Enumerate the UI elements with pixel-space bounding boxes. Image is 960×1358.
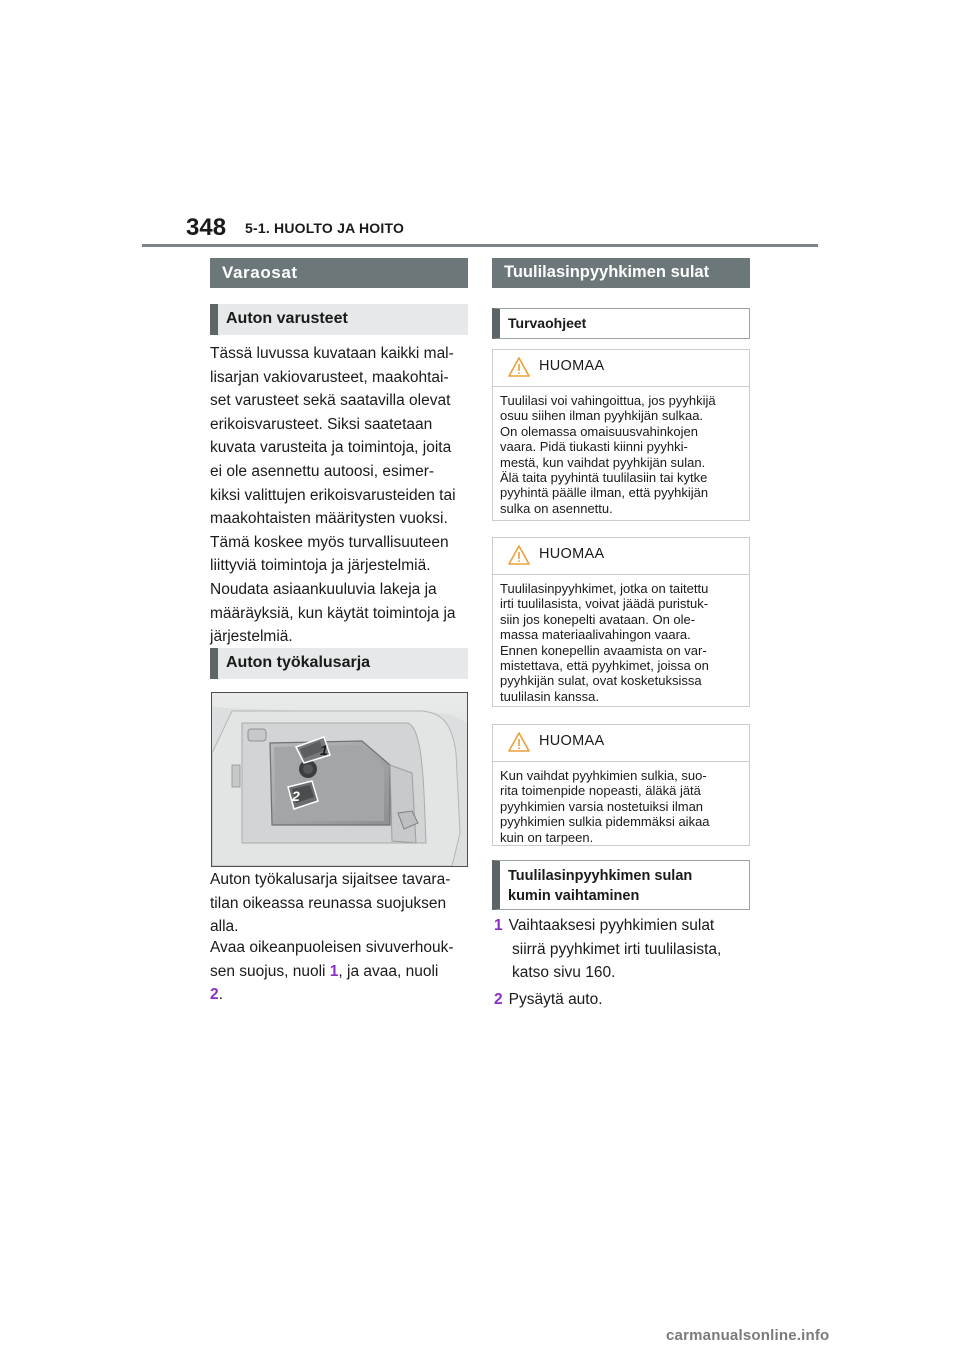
subsection-title-auton-varusteet: Auton varusteet	[210, 304, 468, 335]
text-fragment: sen suojus, nuoli	[210, 962, 330, 980]
arrow-number-1: 1	[329, 962, 339, 980]
warning-triangle-icon	[507, 356, 531, 378]
text-line: Tämä koskee myös turvallisuuteen	[210, 533, 449, 551]
paragraph-open-cover	[210, 936, 472, 1007]
step-number: 1	[494, 917, 503, 934]
trunk-illustration	[212, 693, 467, 866]
warning-text: Tuulilasi voi vahingoittua, jos pyyhkijä osuu siihen ilman pyyhkijän sulkaa. On olemassa omaisuusvahinkojen vaara. Pidä tiukasti kiinni pyyhki- mestä, kun vaihdat pyyhkijän sulan. Älä taita pyyhintä tuulilasiin tai kytke pyyhintä päälle ilman, että pyyhkijän sulka on asennettu.	[500, 393, 716, 516]
text-line: kuvata varusteita ja toimintoja, joita	[210, 439, 452, 457]
step-number: 2	[494, 991, 503, 1008]
text-line: Noudata asiaankuuluvia lakeja ja	[210, 580, 437, 598]
text-line: tilan oikeassa reunassa suojuksen	[210, 894, 447, 912]
section-title-varaosat: Varaosat	[210, 258, 468, 288]
warning-header	[493, 538, 749, 575]
warning-box	[492, 349, 750, 521]
subsection-title-line: kumin vaihtaminen	[508, 888, 640, 904]
subsection-title-turvaohjeet: Turvaohjeet	[492, 308, 750, 339]
text-line: set varusteet sekä saatavilla olevat	[210, 392, 451, 410]
text-line	[210, 960, 472, 984]
text-line: määräyksiä, kun käytät toimintoja ja	[210, 604, 456, 622]
text-line: Avaa oikeanpuoleisen sivuverhouk-	[210, 939, 454, 956]
figure-label-1: 1	[320, 742, 328, 758]
subsection-title-sulan-vaihtaminen	[492, 860, 750, 910]
text-line: ei ole asennettu autoosi, esimer-	[210, 462, 435, 480]
warning-box	[492, 724, 750, 846]
section-title-pyyhkimen-sulat: Tuulilasinpyyhkimen sulat	[492, 258, 750, 288]
paragraph-toolkit-location	[210, 868, 472, 939]
paragraph-equipment	[210, 342, 472, 649]
text-line: erikoisvarusteet. Siksi saatetaan	[210, 415, 433, 433]
warning-text: Tuulilasinpyyhkimet, jotka on taitettu irti tuulilasista, voivat jäädä puristuk- siin jos konepelti avataan. On ole- massa materiaalivahingon vaara. Ennen konepellin avaamista on var- mistettava, että pyyhkimet, joissa on pyyhkijän sulat, ovat kosketuksissa tuulilasin kanssa.	[500, 581, 709, 704]
warning-title: HUOMAA	[539, 546, 605, 562]
text-line: Auton työkalusarja sijaitsee tavara-	[210, 871, 451, 888]
arrow-number-2: 2	[210, 986, 219, 1004]
step-text-line: Vaihtaaksesi pyyhkimien sulat	[508, 917, 715, 934]
watermark: carmanualsonline.info	[666, 1327, 830, 1344]
text-line: maakohtaisten määritysten vuoksi.	[210, 510, 448, 528]
text-line: lisarjan vakiovarusteet, maakohtai-	[210, 368, 449, 386]
warning-title: HUOMAA	[539, 358, 605, 374]
text-line: järjestelmiä.	[210, 628, 293, 646]
warning-text: Kun vaihdat pyyhkimien sulkia, suo- rita toimenpide nopeasti, äläkä jätä pyyhkimien varsia nostetuiksi ilman pyyhkimien sulkia pidemmäksi aikaa kuin on tarpeen.	[500, 768, 710, 845]
chapter-title: 5-1. HUOLTO JA HOITO	[245, 220, 405, 236]
text-line: liittyviä toimintoja ja järjestelmiä.	[210, 557, 431, 575]
text-line: kiksi valittujen erikoisvarusteiden tai	[210, 486, 456, 504]
step-text-line: Pysäytä auto.	[508, 991, 603, 1008]
step-text-line: siirrä pyyhkimet irti tuulilasista,	[512, 940, 722, 958]
step-1	[494, 914, 754, 985]
text-fragment: .	[218, 986, 223, 1004]
step-2	[494, 988, 754, 1012]
subsection-title-line: Tuulilasinpyyhkimen sulan	[508, 868, 693, 884]
warning-header	[493, 350, 749, 387]
warning-title: HUOMAA	[539, 733, 605, 749]
text-line: Tässä luvussa kuvataan kaikki mal-	[210, 345, 454, 362]
warning-header	[493, 725, 749, 762]
subsection-title-tyokalusarja: Auton työkalusarja	[210, 648, 468, 679]
warning-triangle-icon	[507, 544, 531, 566]
text-fragment: , ja avaa, nuoli	[338, 962, 439, 980]
text-line	[210, 983, 472, 1007]
figure-label-2: 2	[292, 788, 300, 804]
text-line: alla.	[210, 918, 239, 936]
warning-box	[492, 537, 750, 707]
header-rule	[142, 244, 818, 247]
warning-triangle-icon	[507, 731, 531, 753]
page-number: 348	[186, 214, 227, 241]
step-text-line: katso sivu 160.	[512, 964, 616, 982]
trunk-figure	[211, 692, 468, 867]
